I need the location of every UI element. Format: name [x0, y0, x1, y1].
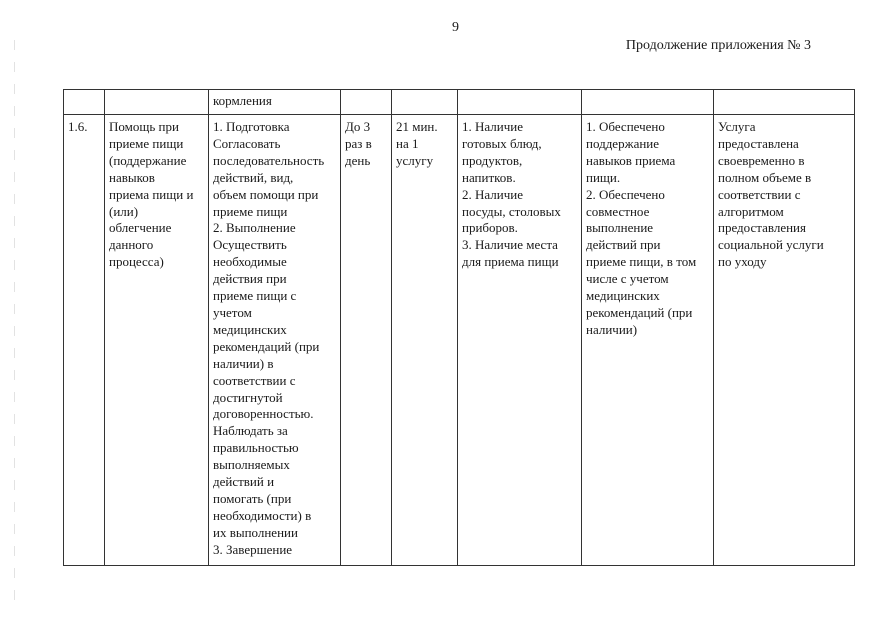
cell-service-name: Помощь при приеме пищи (поддержание навыков приема пищи и (или) облегчение данного процесса) — [105, 115, 209, 566]
cell-service-description: 1. Подготовка Согласовать последовательность действий, вид, объем помощи при приеме пищи 2. Выполнение Осуществить необходимые действия при приеме пищи с учетом медицинских рекомендаций (при наличии) в соответствии с достигнутой договоренностью. Наблюдать за правильностью выполняемых действий и помогать (при необходимости) в их выполнении 3. Завершение — [209, 115, 341, 566]
scan-edge-artifact — [14, 40, 15, 600]
cell-conditions: 1. Наличие готовых блюд, продуктов, напитков. 2. Наличие посуды, столовых приборов. 3. Наличие места для приема пищи — [458, 115, 582, 566]
cell-number — [64, 90, 105, 115]
cell-result-assessment: Услуга предоставлена своевременно в полном объеме в соответствии с алгоритмом предоставления социальной услуги по уходу — [714, 115, 855, 566]
table-row-service-1-6 — [64, 115, 855, 566]
cell-service-description: кормления — [209, 90, 341, 115]
cell-result-assessment — [714, 90, 855, 115]
table-row-continuation — [64, 90, 855, 115]
cell-conditions — [458, 90, 582, 115]
cell-frequency: До 3 раз в день — [341, 115, 392, 566]
cell-service-name — [105, 90, 209, 115]
cell-number: 1.6. — [64, 115, 105, 566]
cell-time-norm — [392, 90, 458, 115]
cell-quality-indicators — [582, 90, 714, 115]
cell-time-norm: 21 мин. на 1 услугу — [392, 115, 458, 566]
page-number: 9 — [452, 20, 459, 35]
cell-frequency — [341, 90, 392, 115]
cell-quality-indicators: 1. Обеспечено поддержание навыков приема пищи. 2. Обеспечено совместное выполнение действий при приеме пищи, в том числе с учетом медицинских рекомендаций (при наличии) — [582, 115, 714, 566]
appendix-continuation-header: Продолжение приложения № 3 — [625, 38, 811, 53]
services-table — [63, 89, 855, 566]
